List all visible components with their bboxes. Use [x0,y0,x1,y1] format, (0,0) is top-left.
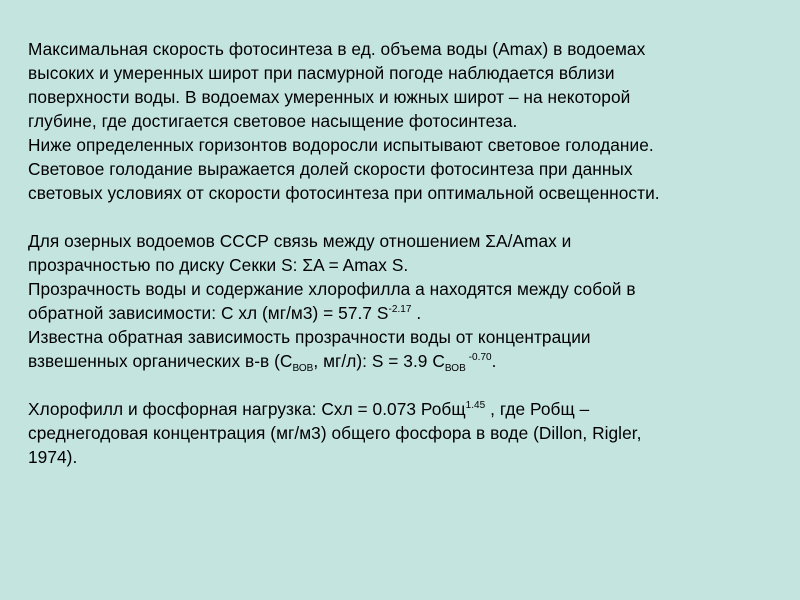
text-line: высоких и умеренных широт при пасмурной погоде наблюдается вблизи [28,63,615,83]
formula-text: взвешенных органических в-в (С [28,351,293,371]
paragraph-gap [28,205,788,229]
formula-text: , где Робщ – [485,399,590,419]
slide-text-block [28,37,788,469]
paragraph-gap [28,373,788,397]
text-line: 1974). [28,447,78,467]
text-line: световых условиях от скорости фотосинтеза при оптимальной освещенности. [28,183,660,203]
text-line: Прозрачность воды и содержание хлорофилла а находятся между собой в [28,279,636,299]
formula-text: Хлорофилл и фосфорная нагрузка: Схл = 0.073 Робщ [28,399,466,419]
text-line: Ниже определенных горизонтов водоросли испытывают световое голодание. [28,135,654,155]
formula-line-transparency [28,349,788,373]
formula-text: . [411,303,422,323]
formula-line-chlorophyll [28,301,788,325]
text-line: поверхности воды. В водоемах умеренных и южных широт – на некоторой [28,87,631,107]
formula-text: . [491,351,497,371]
formula-text: , мг/л): S = 3.9 С [313,351,445,371]
text-line: глубине, где достигается световое насыщение фотосинтеза. [28,111,518,131]
text-line: Для озерных водоемов СССР связь между отношением ΣA/Amax и [28,231,572,251]
formula-exponent: 1.45 [465,400,486,411]
text-line: Световое голодание выражается долей скорости фотосинтеза при данных [28,159,633,179]
formula-line-phosphorus [28,397,788,421]
formula-subscript: ВОВ [292,363,314,374]
formula-text: обратной зависимости: С хл (мг/м3) = 57.7 S [28,303,389,323]
text-line: прозрачностью по диску Секки S: ΣA = Amax S. [28,255,409,275]
formula-exponent: -2.17 [388,304,412,315]
text-line: Известна обратная зависимость прозрачности воды от концентрации [28,327,591,347]
text-line: среднегодовая концентрация (мг/м3) общего фосфора в воде (Dillon, Rigler, [28,423,642,443]
formula-exponent: -0.70 [465,352,492,363]
formula-subscript: ВОВ [444,363,466,374]
text-line: Максимальная скорость фотосинтеза в ед. объема воды (Amax) в водоемах [28,39,646,59]
